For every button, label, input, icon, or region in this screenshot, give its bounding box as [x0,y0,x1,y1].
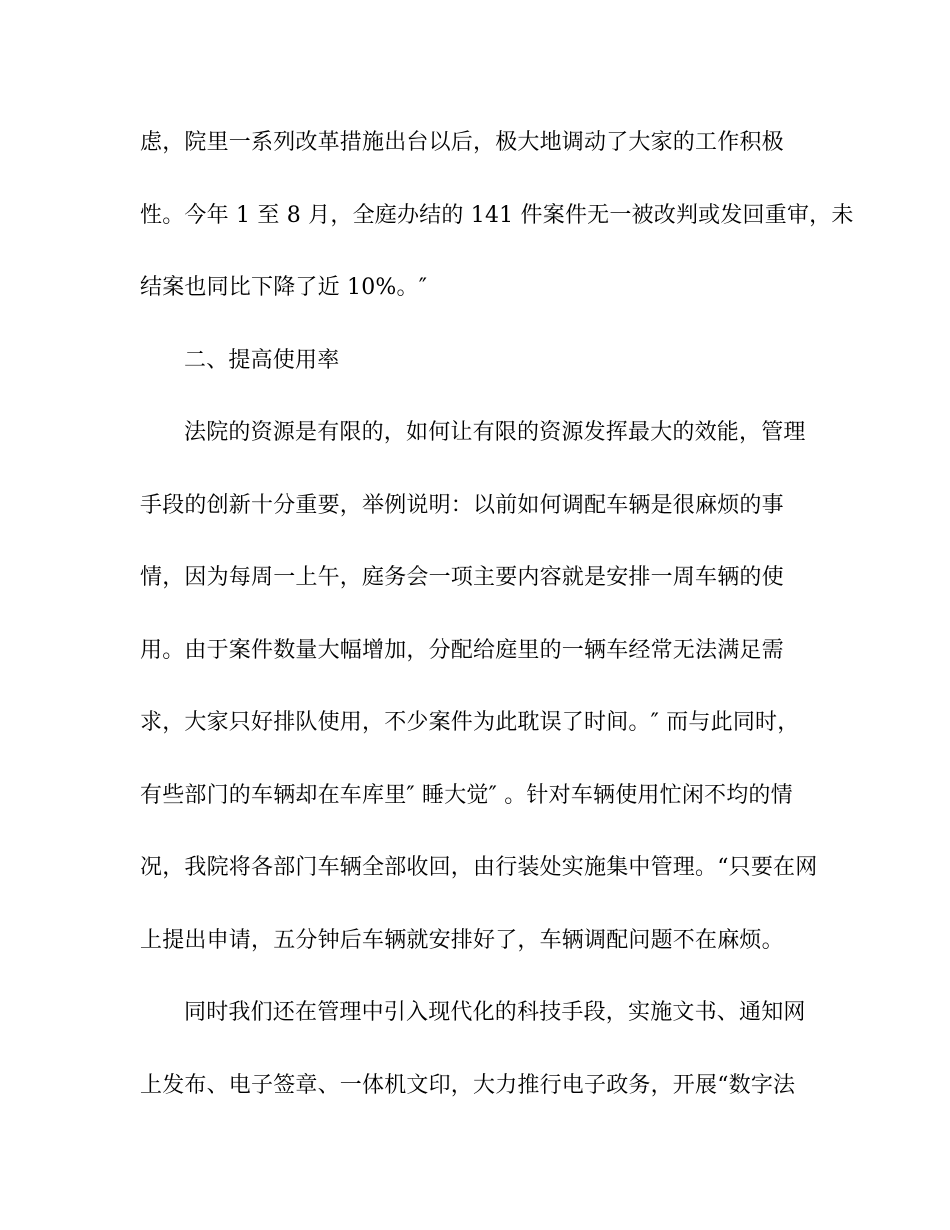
section-heading: 二、提高使用率 [184,347,340,373]
paragraph-line: 上提出申请，五分钟后车辆就安排好了，车辆调配问题不在麻烦。 [140,927,784,953]
paragraph-line: 情，因为每周一上午，庭务会一项主要内容就是安排一周车辆的使 [140,565,784,590]
paragraph-line: 用。由于案件数量大幅增加，分配给庭里的一辆车经常无法满足需 [140,637,784,663]
paragraph-line: 上发布、电子签章、一体机文印，大力推行电子政务，开展“数字法 [140,1072,796,1098]
paragraph-line: 同时我们还在管理中引入现代化的科技手段，实施文书、通知网 [184,1000,806,1025]
paragraph-line: 求，大家只好排队使用，不少案件为此耽误了时间。″ 而与此同时， [140,710,800,735]
paragraph-line: 性。今年 1 至 8 月，全庭办结的 141 件案件无一被改判或发回重审，未 [140,202,854,228]
paragraph-line: 法院的资源是有限的，如何让有限的资源发挥最大的效能，管理 [184,420,806,445]
paragraph-line: 手段的创新十分重要，举例说明：以前如何调配车辆是很麻烦的事 [140,492,784,518]
paragraph-line: 况，我院将各部门车辆全部收回，由行装处实施集中管理。“只要在网 [140,855,818,880]
paragraph-line: 虑，院里一系列改革措施出台以后，极大地调动了大家的工作积极 [140,130,784,155]
paragraph-line: 有些部门的车辆却在车库里″ 睡大觉″ 。针对车辆使用忙闲不均的情 [140,782,793,808]
document-body [140,120,854,1135]
paragraph-line: 结案也同比下降了近 10%。″ [140,275,428,300]
